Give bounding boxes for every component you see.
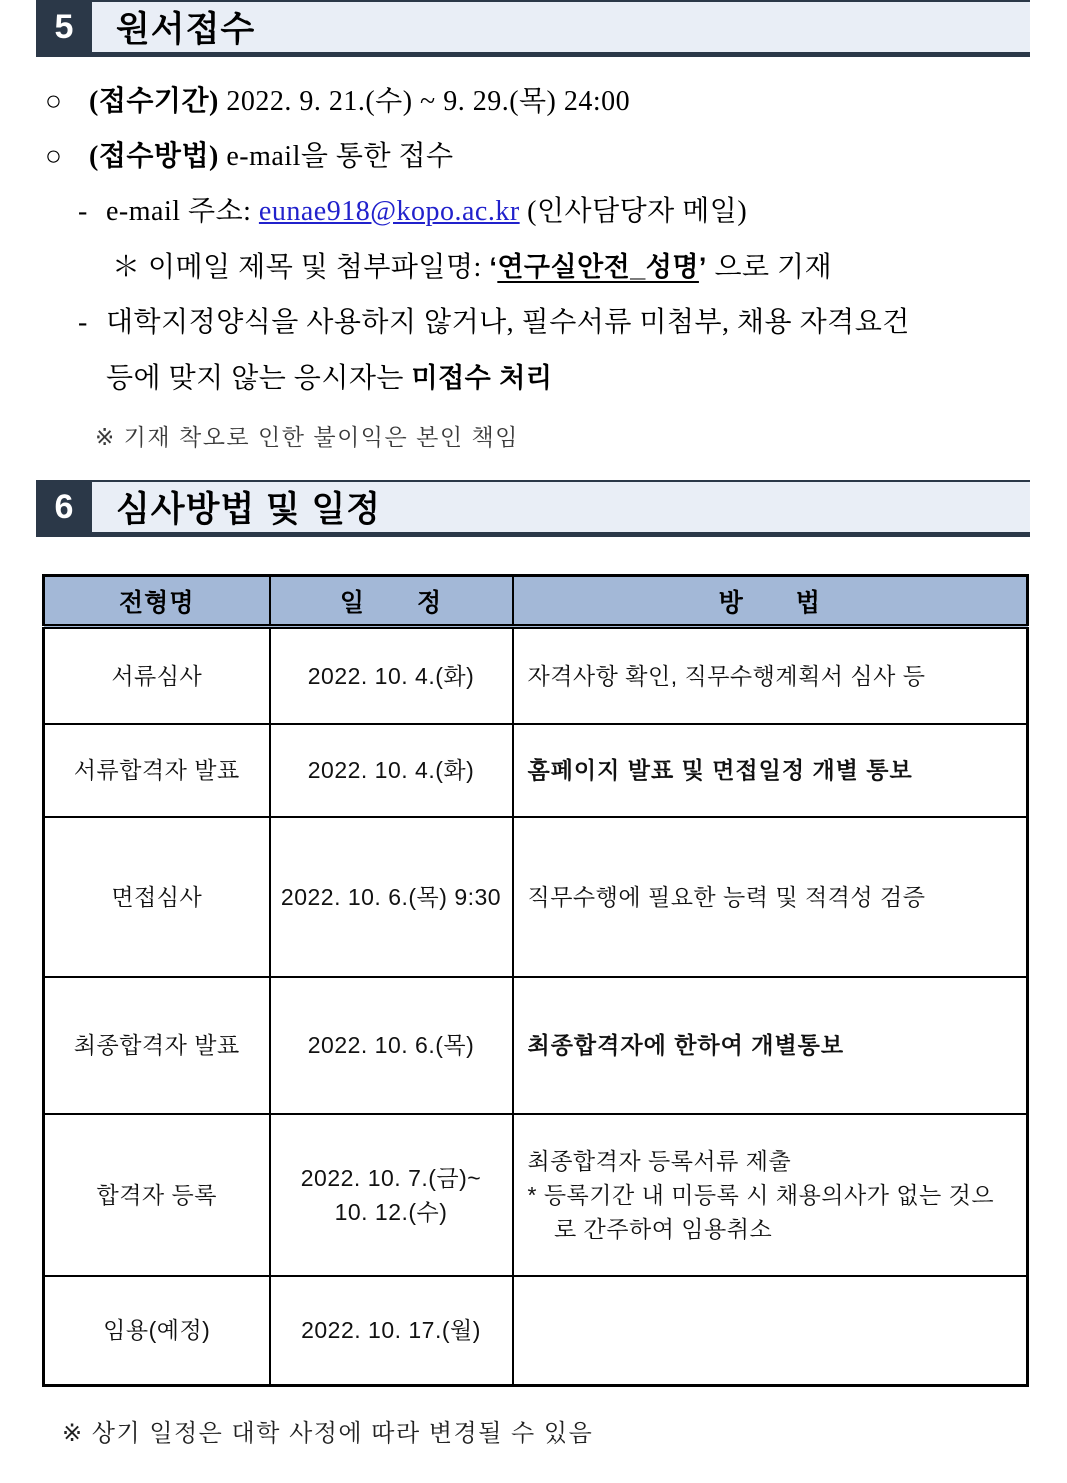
date-cell: 2022. 10. 6.(목) 9:30 — [270, 817, 513, 977]
email-link[interactable]: eunae918@kopo.ac.kr — [258, 196, 520, 227]
date-cell: 2022. 10. 4.(화) — [270, 724, 513, 817]
reception-period-line — [45, 84, 1067, 120]
table-row — [44, 724, 1028, 817]
stage-cell: 서류합격자 발표 — [44, 724, 270, 817]
circle-bullet-icon: ○ — [45, 86, 63, 117]
reception-period-value: 2022. 9. 21.(수) ~ 9. 29.(목) 24:00 — [226, 86, 631, 117]
section6-header — [36, 480, 1030, 537]
stage-cell: 서류심사 — [44, 627, 270, 724]
method-cell — [513, 1276, 1028, 1386]
warning-emphasis: 미접수 처리 — [411, 363, 553, 393]
stage-cell: 합격자 등록 — [44, 1114, 270, 1276]
method-line-2: * 등록기간 내 미등록 시 채용의사가 없는 것으로 간주하여 임용취소 — [527, 1181, 995, 1242]
method-cell: 직무수행에 필요한 능력 및 적격성 검증 — [513, 817, 1028, 977]
table-row — [44, 977, 1028, 1114]
table-row — [44, 627, 1028, 724]
table-row — [44, 1276, 1028, 1386]
method-cell: 최종합격자에 한하여 개별통보 — [513, 977, 1028, 1114]
header-cell-method: 방 법 — [513, 576, 1028, 627]
method-line-1: 최종합격자 등록서류 제출 — [527, 1147, 792, 1174]
method-cell: 홈페이지 발표 및 면접일정 개별 통보 — [513, 724, 1028, 817]
filename-highlight: 연구실안전_성명 — [497, 252, 699, 282]
date-cell: 2022. 10. 4.(화) — [270, 627, 513, 724]
stage-cell: 임용(예정) — [44, 1276, 270, 1386]
reception-method-label: (접수방법) — [89, 141, 219, 172]
filename-instruction-line — [112, 249, 1067, 286]
email-prefix: e-mail 주소: — [106, 196, 259, 227]
asterisk-bullet-icon: ＊ — [112, 252, 141, 283]
section5-note: ※ 기재 착오로 인한 불이익은 본인 책임 — [95, 424, 519, 450]
warning-line-2 — [106, 360, 1067, 397]
method-cell: 자격사항 확인, 직무수행계획서 심사 등 — [513, 627, 1028, 724]
section5-title: 원서접수 — [116, 10, 256, 49]
reception-method-line — [45, 139, 1067, 175]
section5-number: 5 — [36, 2, 92, 52]
header-cell-stage: 전형명 — [44, 576, 270, 627]
section6-title: 심사방법 및 일정 — [116, 490, 382, 529]
table-row — [44, 817, 1028, 977]
reception-method-value: e-mail을 통한 접수 — [226, 141, 454, 172]
section5-header — [36, 0, 1030, 57]
dash-bullet-icon: - — [78, 196, 88, 227]
dash-bullet-icon: - — [78, 307, 88, 338]
quote-close: ’ — [698, 252, 707, 282]
date-cell: 2022. 10. 6.(목) — [270, 977, 513, 1114]
method-cell — [513, 1114, 1028, 1276]
header-cell-schedule: 일 정 — [270, 576, 513, 627]
table-row — [44, 1114, 1028, 1276]
email-address-line — [78, 194, 1067, 230]
stage-cell: 최종합격자 발표 — [44, 977, 270, 1114]
filename-suffix: 으로 기재 — [706, 252, 833, 283]
circle-bullet-icon: ○ — [45, 141, 63, 172]
warning-text-1: 대학지정양식을 사용하지 않거나, 필수서류 미첨부, 채용 자격요건 — [106, 307, 910, 338]
schedule-table — [42, 574, 1029, 1387]
date-line-1: 2022. 10. 7.(금)~ — [300, 1164, 482, 1191]
table-header-row — [44, 576, 1028, 627]
section6-note: ※ 상기 일정은 대학 사정에 따라 변경될 수 있음 — [62, 1420, 594, 1447]
date-cell: 2022. 10. 17.(월) — [270, 1276, 513, 1386]
date-cell — [270, 1114, 513, 1276]
warning-text-2: 등에 맞지 않는 응시자는 — [106, 363, 412, 394]
quote-open: ‘ — [489, 252, 498, 282]
stage-cell: 면접심사 — [44, 817, 270, 977]
date-line-2: 10. 12.(수) — [334, 1198, 448, 1225]
filename-prefix: 이메일 제목 및 첨부파일명: — [148, 252, 490, 283]
section6-number: 6 — [36, 482, 92, 532]
warning-line-1 — [78, 305, 1067, 341]
email-suffix: (인사담당자 메일) — [519, 196, 748, 227]
reception-period-label: (접수기간) — [89, 86, 219, 117]
